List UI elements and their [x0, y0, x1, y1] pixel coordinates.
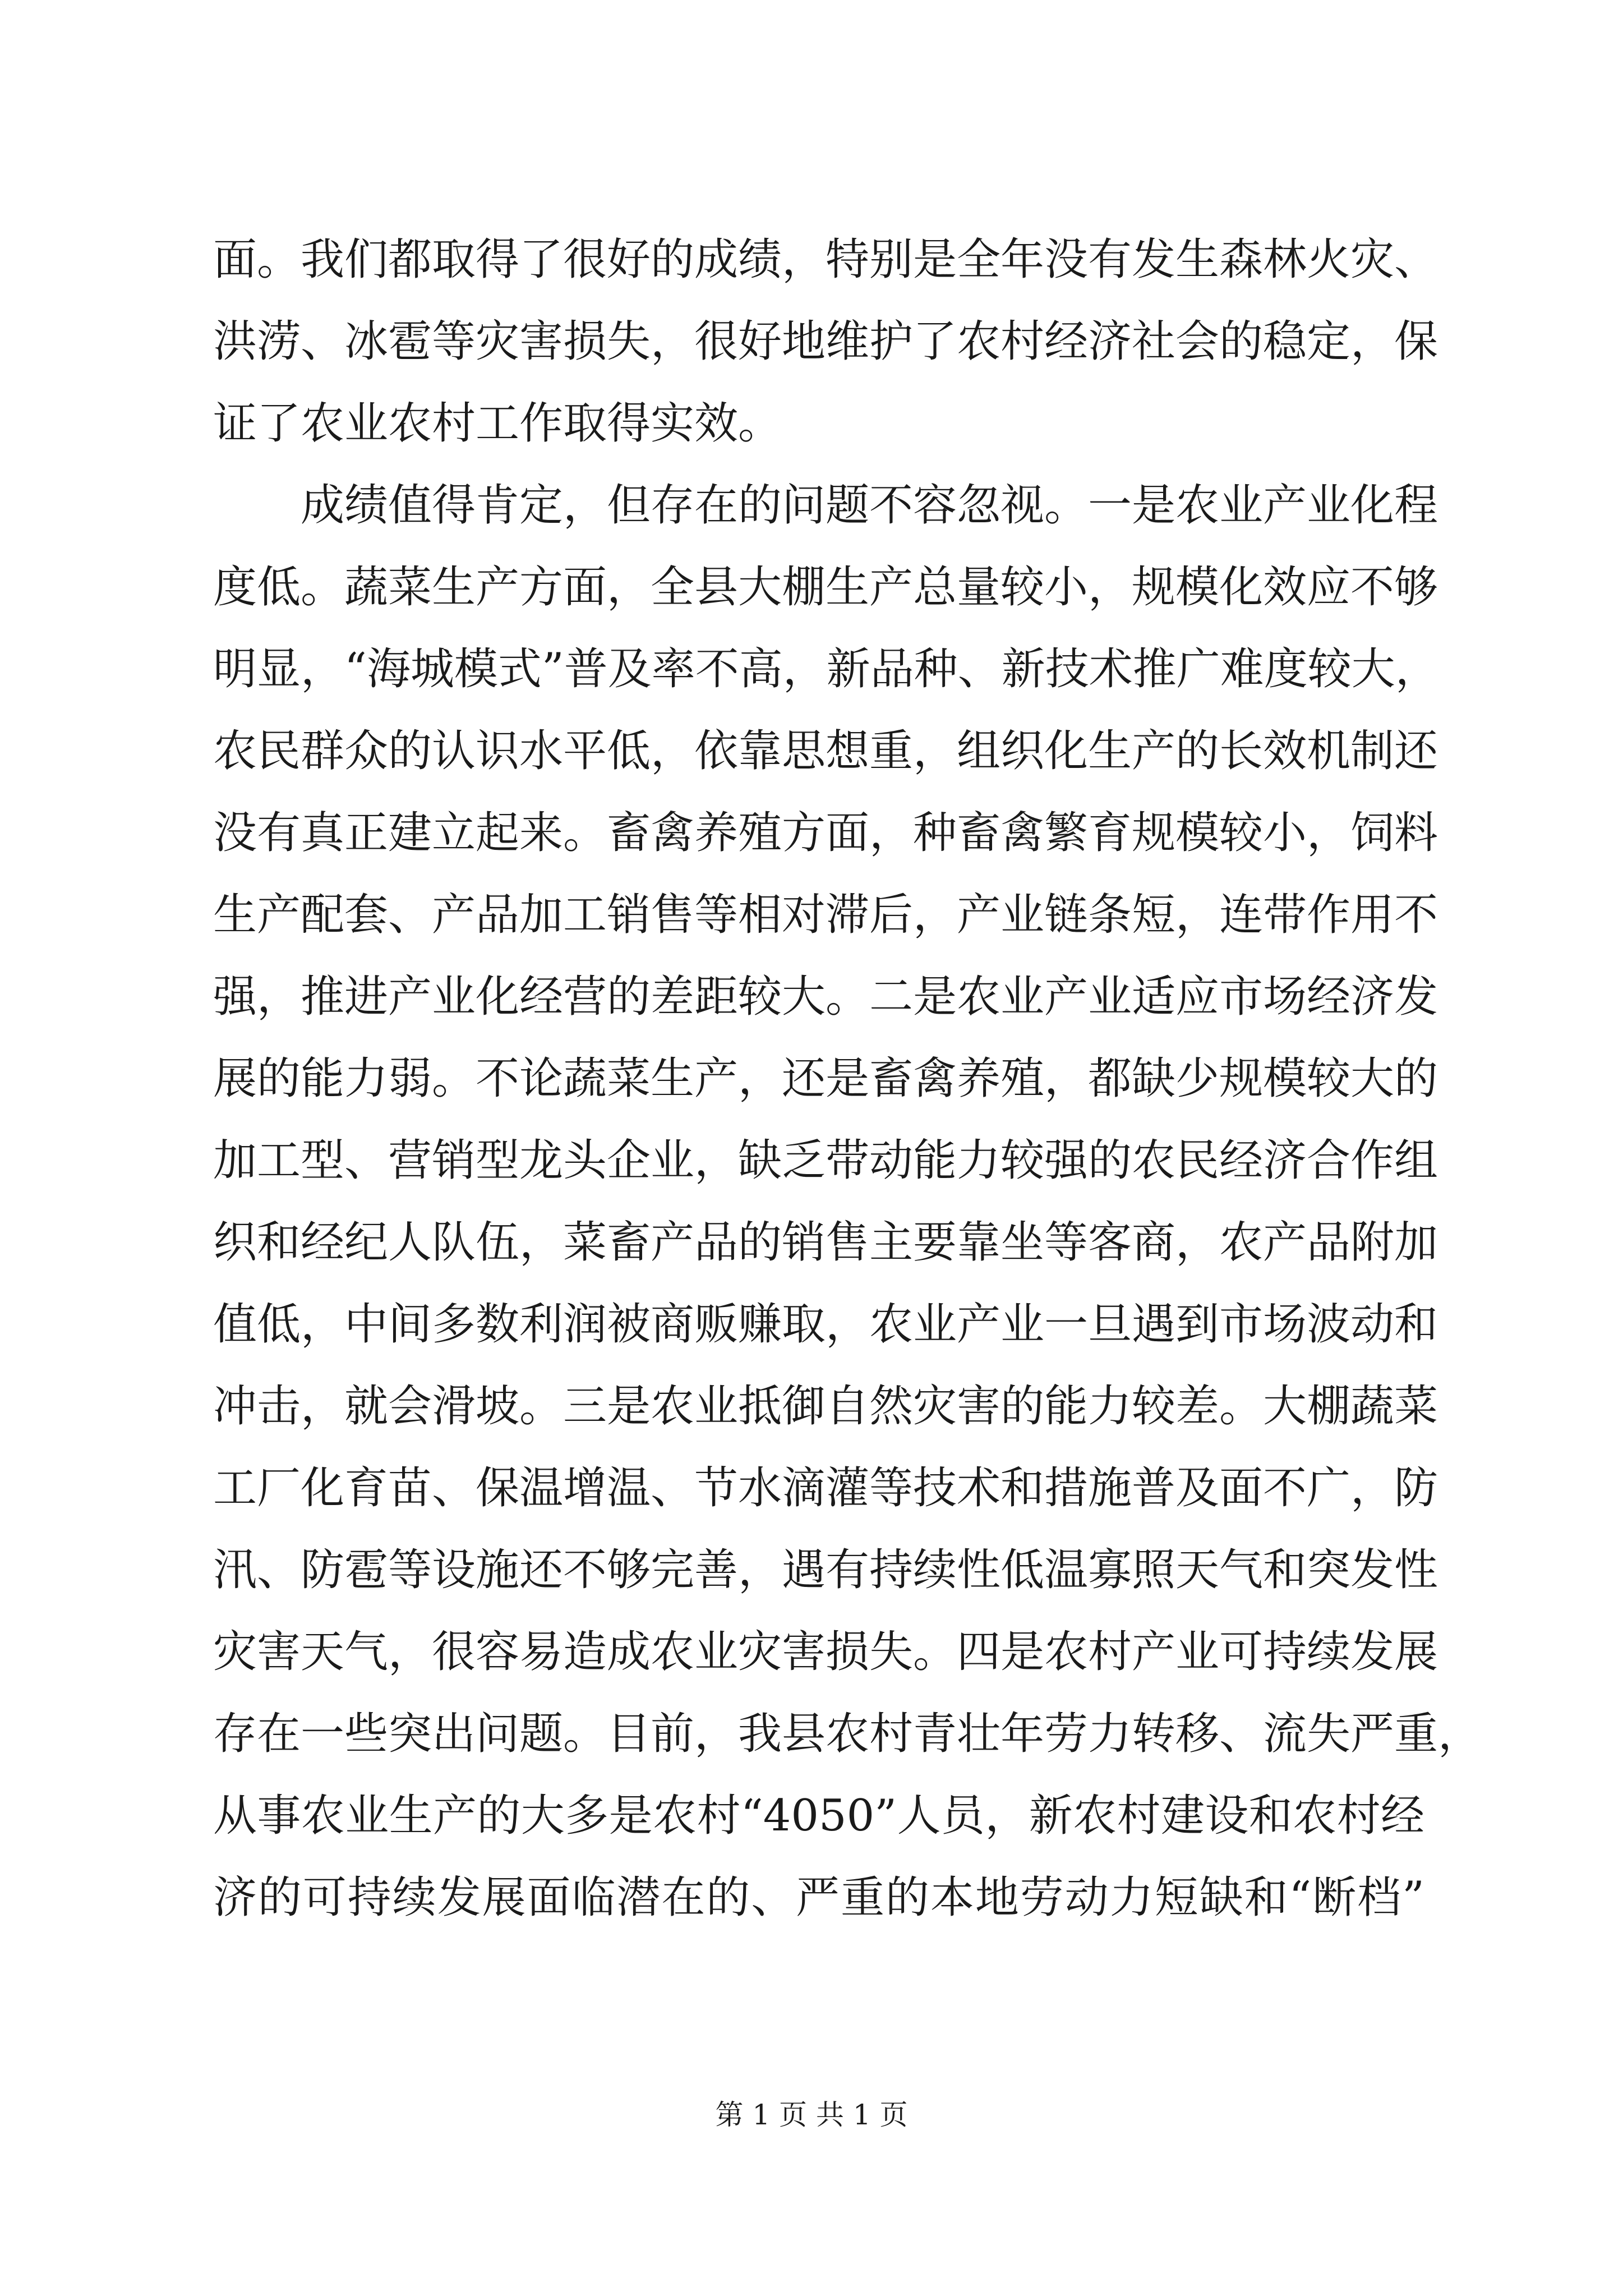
text-line: 生产配套、产品加工销售等相对滞后，产业链条短，连带作用不 [213, 890, 1438, 940]
text-line: 展的能力弱。不论蔬菜生产，还是畜禽养殖，都缺少规模较大的 [213, 1053, 1438, 1104]
text-line: 没有真正建立起来。畜禽养殖方面，种畜禽繁育规模较小，饲料 [213, 808, 1438, 858]
text-line: 冲击，就会滑坡。三是农业抵御自然灾害的能力较差。大棚蔬菜 [213, 1381, 1438, 1432]
text-line: 从事农业生产的大多是农村“4050”人员，新农村建设和农村经 [213, 1791, 1424, 1841]
text-line: 灾害天气，很容易造成农业灾害损失。四是农村产业可持续发展 [213, 1627, 1438, 1677]
text-line: 加工型、营销型龙头企业，缺乏带动能力较强的农民经济合作组 [213, 1135, 1438, 1186]
text-line: 济的可持续发展面临潜在的、严重的本地劳动力短缺和“断档” [213, 1872, 1424, 1923]
page-footer: 第 1 页 共 1 页 [715, 2099, 908, 2131]
text-line: 强，推进产业化经营的差距较大。二是农业产业适应市场经济发 [213, 972, 1438, 1022]
text-line: 农民群众的认识水平低，依靠思想重，组织化生产的长效机制还 [213, 726, 1438, 776]
body-text [213, 219, 1482, 1939]
text-line: 洪涝、冰雹等灾害损失，很好地维护了农村经济社会的稳定，保 [213, 316, 1438, 367]
text-line: 汛、防雹等设施还不够完善，遇有持续性低温寡照天气和突发性 [213, 1545, 1438, 1595]
text-line: 值低，中间多数利润被商贩赚取，农业产业一旦遇到市场波动和 [213, 1299, 1438, 1350]
text-line: 成绩值得肯定，但存在的问题不容忽视。一是农业产业化程 [213, 480, 1438, 531]
text-line: 证了农业农村工作取得实效。 [213, 398, 782, 449]
text-line: 工厂化育苗、保温增温、节水滴灌等技术和措施普及面不广，防 [213, 1463, 1438, 1513]
text-line: 度低。蔬菜生产方面，全县大棚生产总量较小，规模化效应不够 [213, 562, 1438, 613]
text-line: 织和经纪人队伍，菜畜产品的销售主要靠坐等客商，农产品附加 [213, 1217, 1438, 1268]
text-line: 明显，“海城模式”普及率不高，新品种、新技术推广难度较大， [213, 644, 1439, 694]
text-line: 存在一些突出问题。目前，我县农村青壮年劳力转移、流失严重， [213, 1709, 1482, 1759]
text-line: 面。我们都取得了很好的成绩，特别是全年没有发生森林火灾、 [213, 234, 1438, 285]
